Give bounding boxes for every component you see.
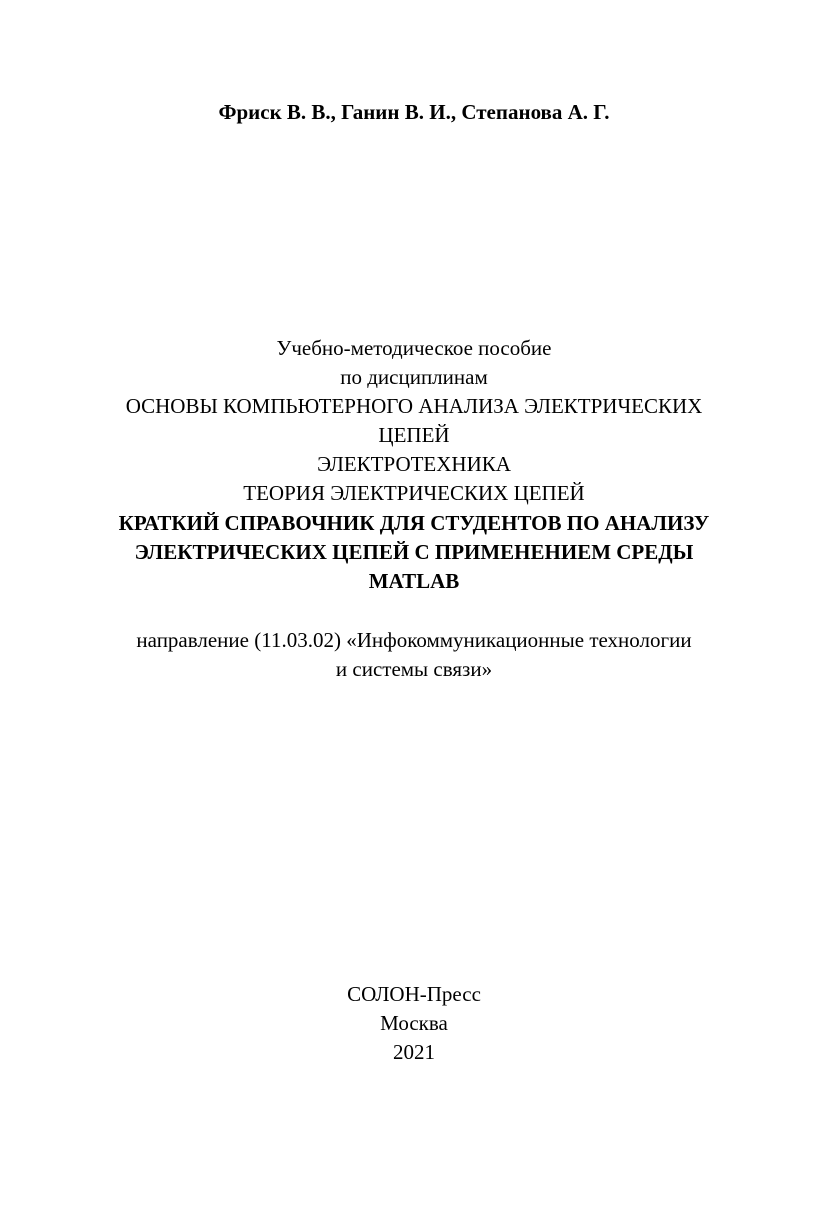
imprint [0,980,828,1067]
discipline-line-3: ТЕОРИЯ ЭЛЕКТРИЧЕСКИХ ЦЕПЕЙ [243,481,585,505]
study-direction-line-1: направление (11.03.02) «Инфокоммуникационные технологии [136,628,692,652]
disciplines-intro: по дисциплинам [340,365,488,389]
discipline-line-1-cont: ЦЕПЕЙ [378,423,450,447]
publication-type: Учебно-методическое пособие [276,336,552,360]
year: 2021 [393,1040,435,1064]
book-title-line-1: КРАТКИЙ СПРАВОЧНИК ДЛЯ СТУДЕНТОВ ПО АНАЛИЗУ [118,511,710,535]
city: Москва [380,1011,448,1035]
discipline-line-1: ОСНОВЫ КОМПЬЮТЕРНОГО АНАЛИЗА ЭЛЕКТРИЧЕСКИХ [125,394,703,418]
discipline-line-2: ЭЛЕКТРОТЕХНИКА [317,452,511,476]
book-title [0,509,828,596]
publisher: СОЛОН-Пресс [347,982,481,1006]
book-title-line-2: ЭЛЕКТРИЧЕСКИХ ЦЕПЕЙ С ПРИМЕНЕНИЕМ СРЕДЫ [134,540,694,564]
authors: Фриск В. В., Ганин В. И., Степанова А. Г. [218,100,610,124]
study-direction [0,626,828,684]
study-direction-line-2: и системы связи» [335,657,493,681]
book-title-line-3: MATLAB [368,569,460,593]
course-description [0,334,828,508]
